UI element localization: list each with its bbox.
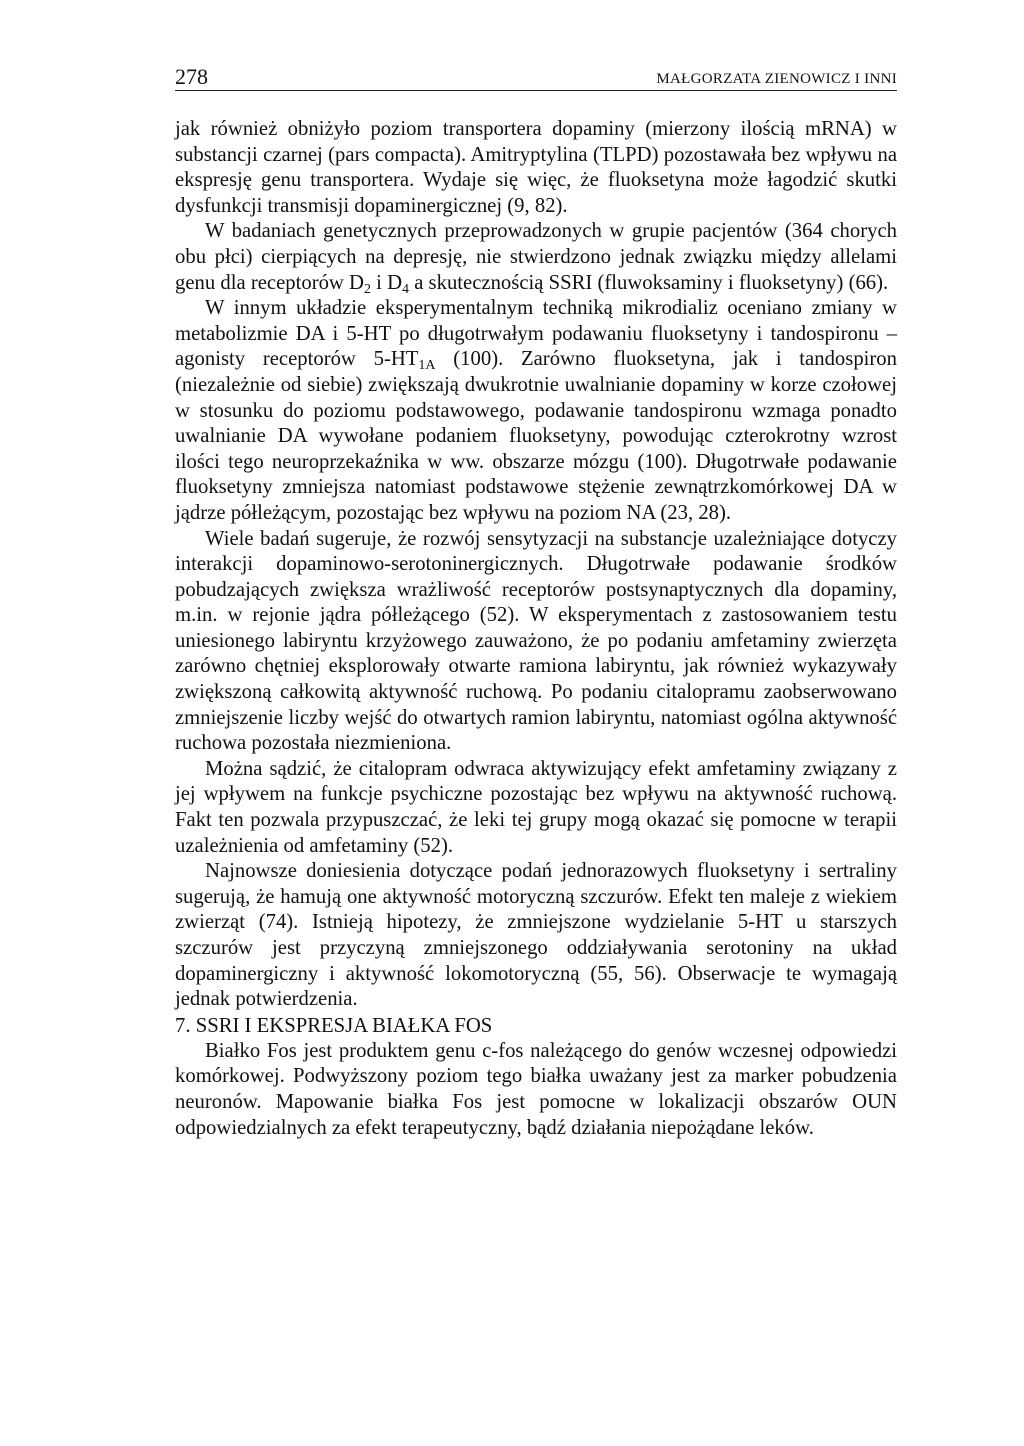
body-text [175, 117, 897, 1141]
section-heading: 7. SSRI I EKSPRESJA BIAŁKA FOS [175, 1014, 493, 1037]
paragraph-genetics [175, 219, 897, 296]
document-page [175, 62, 897, 1141]
subscript: 2 [364, 281, 371, 297]
paragraph-recent-reports: Najnowsze doniesienia dotyczące podań jednorazowych fluoksetyny i sertraliny sugerują, że hamują one aktywność motoryczną szczurów. Efekt ten maleje z wiekiem zwierząt (74). Istnieją hipotezy, że zmniejszone wydzielanie 5-HT u starszych szczurów jest przyczyną zmniejszonego oddziaływania serotoniny na układ dopaminergiczny i aktywność lokomotoryczną (55, 56). Obserwacje te wymagają jednak potwierdzenia. [175, 860, 897, 1011]
subscript: 4 [402, 281, 410, 297]
paragraph-citalopram: Można sądzić, że citalopram odwraca aktywizujący efekt amfetaminy związany z jej wpływem na funkcje psychiczne pozostając bez wpływu na aktywność ruchową. Fakt ten pozwala przypuszczać, że leki tej grupy mogą okazać się pomocne w terapii uzależnienia od amfetaminy (52). [175, 757, 897, 857]
paragraph-microdialysis [175, 296, 897, 526]
subscript: 1A [418, 358, 436, 374]
paragraph-text: a skutecznością SSRI (fluwoksaminy i fluoksetyny) (66). [409, 271, 889, 294]
paragraph-sensitization: Wiele badań sugeruje, że rozwój sensytyzacji na substancje uzależniające dotyczy interakcji dopaminowo-serotoninergicznych. Długotrwałe podawanie środków pobudzających zwiększa wrażliwość receptorów postsynaptycznych dla dopaminy, m.in. w rejonie jądra półleżącego (52). W eksperymentach z zastosowaniem testu uniesionego labiryntu krzyżowego zauważono, że po podaniu amfetaminy zwierzęta zarówno chętniej eksplorowały otwarte ramiona labiryntu, jak również wykazywały zwiększoną całkowitą aktywność ruchową. Po podaniu citalopramu zaobserwowano zmniejszenie liczby wejść do otwartych ramion labiryntu, natomiast ogólna aktywność ruchowa pozostała niezmieniona. [175, 527, 897, 755]
paragraph-text: W innym układzie eksperymentalnym techniką mikrodializ oceniano zmiany w metabolizmie DA i 5-HT po długotrwałym podawaniu fluoksetyny i tandospironu – agonisty receptorów 5-HT [175, 297, 897, 371]
paragraph-fos-protein: Białko Fos jest produktem genu c-fos należącego do genów wczesnej odpowiedzi komórkowej. Podwyższony poziom tego białka uważany jest za marker pobudzenia neuronów. Mapowanie białka Fos jest pomocne w lokalizacji obszarów OUN odpowiedzialnych za efekt terapeutyczny, bądź działania niepożądane leków. [175, 1039, 897, 1139]
paragraph-text: (100). Zarówno fluoksetyna, jak i tandospiron (niezależnie od siebie) zwiększają dwukrotnie uwalnianie dopaminy w korze czołowej w stosunku do poziomu podstawowego, podawanie tandospironu wzmaga ponadto uwalnianie DA wywołane podaniem fluoksetyny, powodując czterokrotny wzrost ilości tego neuroprzekaźnika w ww. obszarze mózgu (100). Długotrwałe podawanie fluoksetyny zmniejsza natomiast podstawowe stężenie zewnątrzkomórkowej DA w jądrze półleżącym, pozostając bez wpływu na poziom NA (23, 28). [175, 348, 897, 524]
paragraph-text: i D [371, 271, 403, 294]
page-number: 278 [175, 64, 208, 89]
page-header [175, 62, 897, 91]
paragraph-continued: jak również obniżyło poziom transportera dopaminy (mierzony ilością mRNA) w substancji czarnej (pars compacta). Amitryptylina (TLPD) pozostawała bez wpływu na ekspresję genu transportera. Wydaje się więc, że fluoksetyna może łagodzić skutki dysfunkcji transmisji dopaminergicznej (9, 82). [175, 118, 897, 217]
running-title: MAŁGORZATA ZIENOWICZ I INNI [656, 71, 897, 87]
paragraph-text: W badaniach genetycznych przeprowadzonych w grupie pacjentów (364 chorych obu płci) cierpiących na depresję, nie stwierdzono jednak związku między allelami genu dla receptorów D [175, 220, 897, 294]
